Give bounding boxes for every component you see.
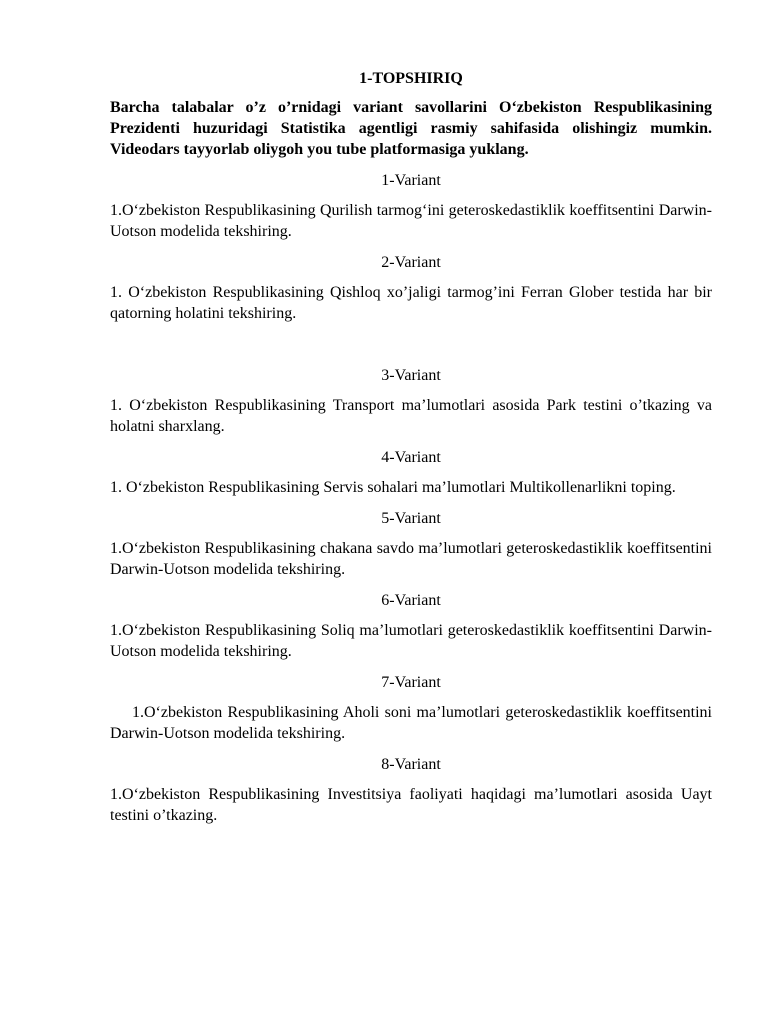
variant-heading: 3-Variant — [381, 367, 441, 384]
variant-task: 1.O‘zbekiston Respublikasining Soliq ma’lumotlari geteroskedastiklik koeffitsentini Darwin-Uotson modelida tekshiring. — [110, 622, 712, 660]
variant-task: 1.O‘zbekiston Respublikasining Investitsiya faoliyati haqidagi ma’lumotlari asosida Uayt testini o’tkazing. — [110, 786, 712, 824]
document-title: 1-TOPSHIRIQ — [359, 70, 463, 87]
variant-6 — [110, 590, 712, 662]
document-page — [110, 68, 712, 836]
assignment-instructions: Barcha talabalar o’z o’rnidagi variant savollarini O‘zbekiston Respublikasining Prezidenti huzuridagi Statistika agentligi rasmiy sahifasida olishingiz mumkin. Videodars tayyorlab oliygoh you tube platformasiga yuklang. — [110, 99, 712, 158]
blank-line — [110, 334, 712, 365]
variant-heading: 7-Variant — [381, 674, 441, 691]
variant-task: 1. O‘zbekiston Respublikasining Qishloq xo’jaligi tarmog’ini Ferran Glober testida har bir qatorning holatini tekshiring. — [110, 284, 712, 322]
variant-7 — [110, 672, 712, 744]
variant-heading: 6-Variant — [381, 592, 441, 609]
variant-3 — [110, 365, 712, 437]
variant-1 — [110, 170, 712, 242]
variant-task: 1. O‘zbekiston Respublikasining Transport ma’lumotlari asosida Park testini o’tkazing va holatni sharxlang. — [110, 397, 712, 435]
variant-heading: 8-Variant — [381, 756, 441, 773]
variant-8 — [110, 754, 712, 826]
variant-5 — [110, 508, 712, 580]
variant-4 — [110, 447, 712, 498]
variant-heading: 5-Variant — [381, 510, 441, 527]
variant-task: 1.O‘zbekiston Respublikasining chakana savdo ma’lumotlari geteroskedastiklik koeffitsentini Darwin-Uotson modelida tekshiring. — [110, 540, 712, 578]
variant-task: 1.O‘zbekiston Respublikasining Aholi soni ma’lumotlari geteroskedastiklik koeffitsentini Darwin-Uotson modelida tekshiring. — [110, 704, 712, 742]
variant-task: 1. O‘zbekiston Respublikasining Servis sohalari ma’lumotlari Multikollenarlikni toping. — [110, 479, 676, 496]
variant-heading: 1-Variant — [381, 172, 441, 189]
variant-heading: 2-Variant — [381, 254, 441, 271]
variant-2 — [110, 252, 712, 324]
variant-heading: 4-Variant — [381, 449, 441, 466]
variant-task: 1.O‘zbekiston Respublikasining Qurilish tarmog‘ini geteroskedastiklik koeffitsentini Darwin-Uotson modelida tekshiring. — [110, 202, 712, 240]
